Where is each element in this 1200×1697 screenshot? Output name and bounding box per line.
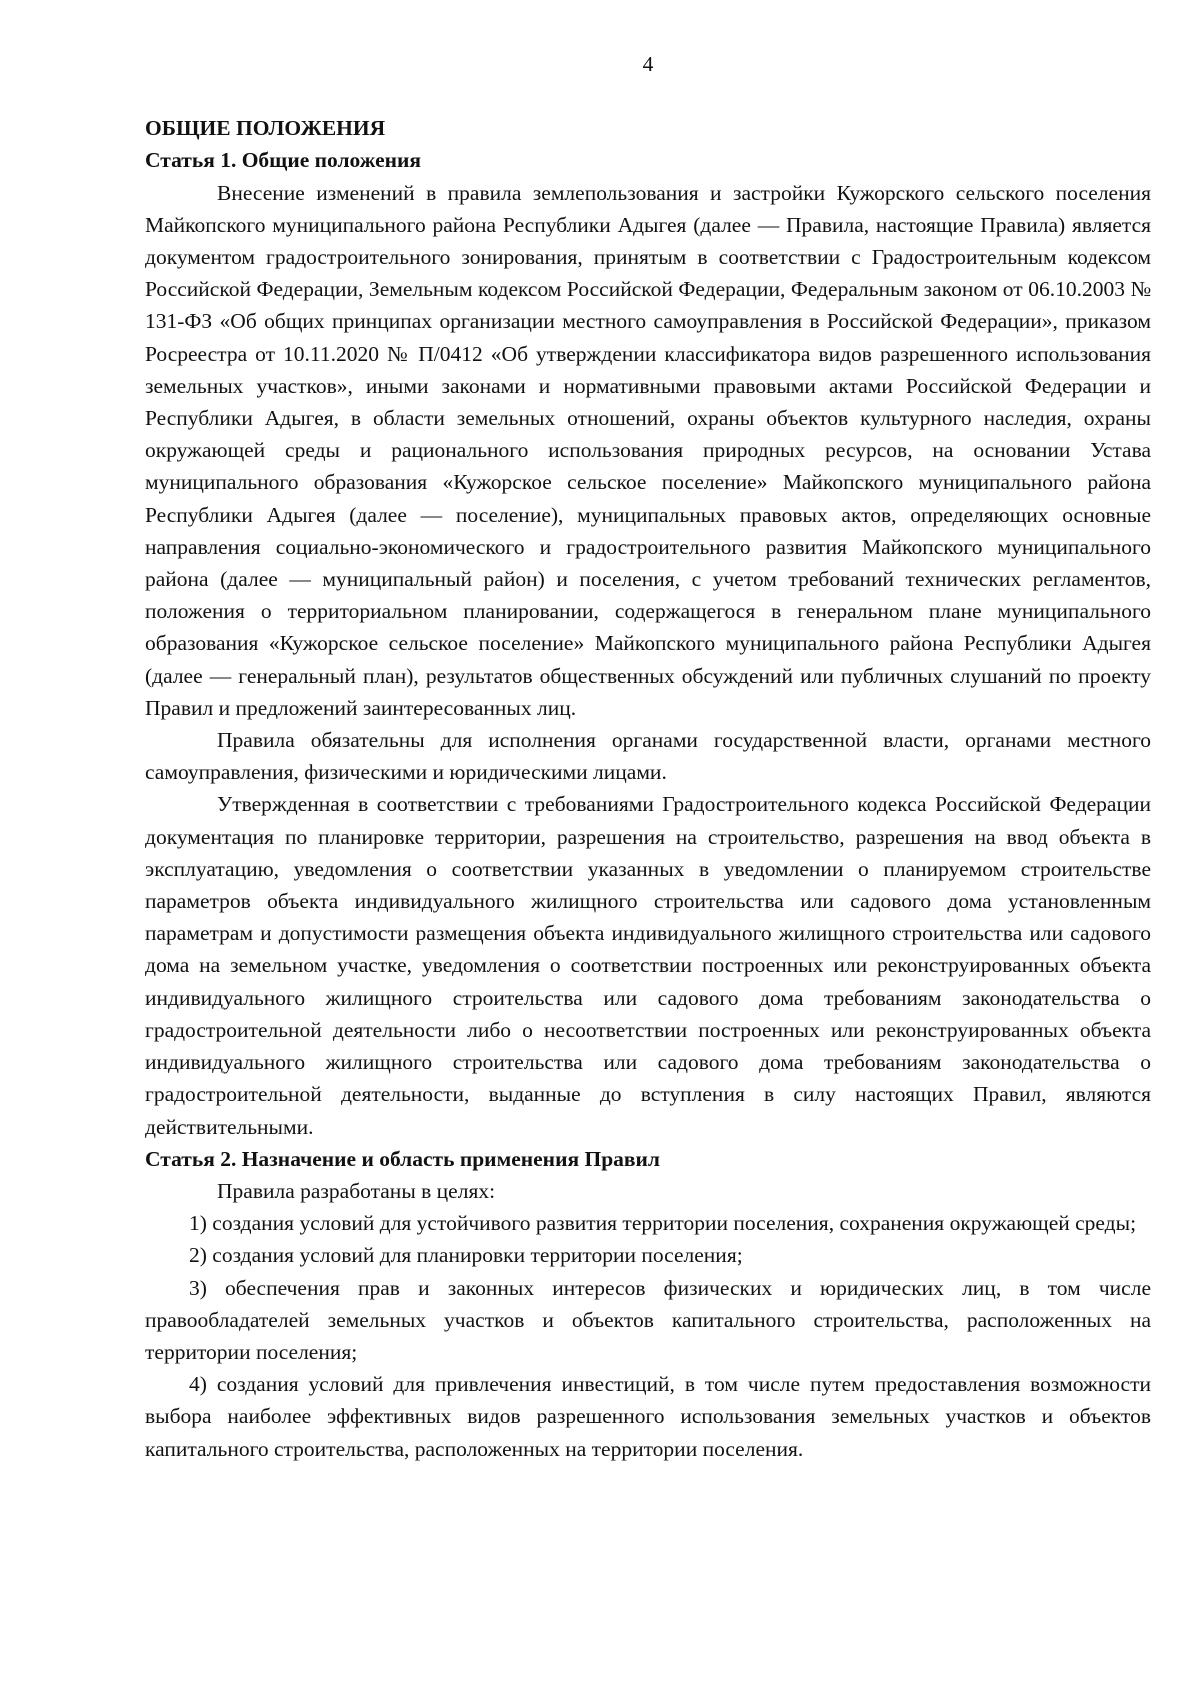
document-page (145, 48, 1151, 1465)
article-2-title: Статья 2. Назначение и область применения Правил (145, 1146, 660, 1171)
section-title: ОБЩИЕ ПОЛОЖЕНИЯ (145, 116, 386, 141)
article-2-item-2: 2) создания условий для планировки территории поселения; (189, 1243, 743, 1268)
article-2-item-4: 4) создания условий для привлечения инвестиций, в том числе путем предоставления возможности выбора наиболее эффективных видов разрешенного использования земельных участков и объектов капитального строительства, расположенных на территории поселения. (145, 1372, 1151, 1461)
article-1-paragraph-1: Внесение изменений в правила землепользования и застройки Кужорского сельского поселения Майкопского муниципального района Республики Адыгея (далее — Правила, настоящие Правила) является документом градостроительного зонирования, принятым в соответствии с Градостроительным кодексом Российской Федерации, Земельным кодексом Российской Федерации, Федеральным законом от 06.10.2003 № 131-ФЗ «Об общих принципах организации местного самоуправления в Российской Федерации», приказом Росреестра от 10.11.2020 № П/0412 «Об утверждении классификатора видов разрешенного использования земельных участков», иными законами и нормативными правовыми актами Российской Федерации и Республики Адыгея, в области земельных отношений, охраны объектов культурного наследия, охраны окружающей среды и рационального использования природных ресурсов, на основании Устава муниципального образования «Кужорское сельское поселение» Майкопского муниципального района Республики Адыгея (далее — поселение), муниципальных правовых актов, определяющих основные направления социально-экономического и градостроительного развития Майкопского муниципального района (далее — муниципальный район) и поселения, с учетом требований технических регламентов, положения о территориальном планировании, содержащегося в генеральном плане муниципального образования «Кужорское сельское поселение» Майкопского муниципального района Республики Адыгея (далее — генеральный план), результатов общественных обсуждений или публичных слушаний по проекту Правил и предложений заинтересованных лиц. (145, 180, 1151, 720)
article-2-item-3: 3) обеспечения прав и законных интересов физических и юридических лиц, в том числе правообладателей земельных участков и объектов капитального строительства, расположенных на территории поселения; (145, 1275, 1151, 1364)
page-number: 4 (642, 52, 654, 76)
article-1-title: Статья 1. Общие положения (145, 148, 422, 173)
article-2-item-1: 1) создания условий для устойчивого развития территории поселения, сохранения окружающей среды; (189, 1211, 1137, 1236)
article-2-intro: Правила разработаны в целях: (217, 1178, 496, 1203)
article-1-paragraph-3: Утвержденная в соответствии с требованиями Градостроительного кодекса Российской Федерации документация по планировке территории, разрешения на строительство, разрешения на ввод объекта в эксплуатацию, уведомления о соответствии указанных в уведомлении о планируемом строительстве параметров объекта индивидуального жилищного строительства или садового дома установленным параметрам и допустимости размещения объекта индивидуального жилищного строительства или садового дома на земельном участке, уведомления о соответствии построенных или реконструированных объекта индивидуального жилищного строительства или садового дома требованиям законодательства о градостроительной деятельности либо о несоответствии построенных или реконструированных объекта индивидуального жилищного строительства или садового дома требованиям законодательства о градостроительной деятельности, выданные до вступления в силу настоящих Правил, являются действительными. (145, 792, 1151, 1139)
article-1-paragraph-2: Правила обязательны для исполнения органами государственной власти, органами местного самоуправления, физическими и юридическими лицами. (145, 728, 1151, 785)
